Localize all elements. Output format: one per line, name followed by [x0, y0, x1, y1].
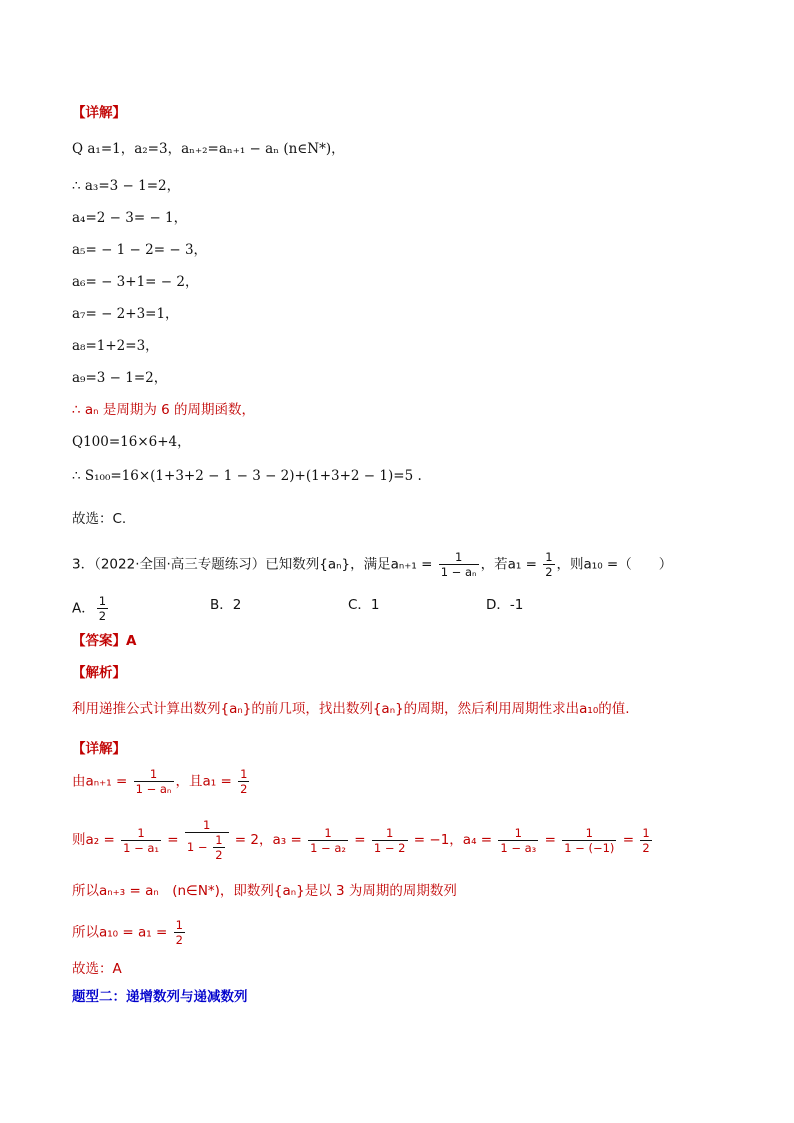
a3-line: ∴ a₃=3 − 1=2， — [72, 178, 181, 194]
division-line: Q100=16×6+4， — [72, 434, 191, 450]
option-d: D．-1 — [486, 597, 524, 613]
fraction: $\frac{1}{\text{1 − aₙ}}$ — [135, 767, 172, 796]
answer-tag: 【答案】A — [72, 633, 137, 649]
fraction: 1 1 − $\frac{1}{2}$ — [185, 818, 229, 862]
option-b: B．2 — [210, 597, 242, 613]
fraction: $\frac{1}{2}$ — [545, 550, 553, 579]
period-statement: ∴ aₙ 是周期为 6 的周期函数， — [72, 402, 255, 418]
option-a: A． $\frac{1}{2}$ — [72, 594, 107, 623]
a5-line: a₅= − 1 − 2= − 3， — [72, 242, 208, 258]
final-answer: 故选：A — [72, 961, 122, 977]
fraction: $\frac{1}{2}$ — [175, 918, 183, 947]
period-conclusion: 所以aₙ₊₃ = aₙ (n∈N*)，即数列{aₙ}是以 3 为周期的周期数列 — [72, 883, 457, 899]
option-c: C．1 — [348, 597, 380, 613]
fraction: $\frac{1}{2}$ — [215, 833, 223, 862]
a4-line: a₄=2 − 3= − 1， — [72, 210, 188, 226]
detail-heading-1: 【详解】 — [72, 105, 126, 121]
computation-line: 则a₂ = $\frac{1}{\text{1 − a₁}}$ = 1 1 − $\frac{1}{2}$ = 2，a₃ = $\frac{1}{\text{1 − a₂}}$ = $\frac{1}{1 - 2}$ = −1，a₄ = $\frac{1}{\text{1 − a₃}}$ = $\frac{1}{1 - (-1)}$ = $\frac{1}{2}$ — [72, 818, 650, 862]
detail-heading-2: 【详解】 — [72, 741, 126, 757]
answer-line-1: 故选：C. — [72, 511, 127, 527]
a9-line: a₉=3 − 1=2， — [72, 370, 168, 386]
a10-line: 所以a₁₀ = a₁ = $\frac{1}{2}$ — [72, 918, 183, 947]
a7-line: a₇= − 2+3=1， — [72, 306, 179, 322]
fraction: $\frac{1}{\text{1 − a₁}}$ — [123, 825, 160, 855]
given-line: Q a₁=1，a₂=3，aₙ₊₂=aₙ₊₁ − aₙ (n∈N*)， — [72, 141, 345, 157]
fraction: $\frac{1}{2}$ — [98, 594, 107, 623]
fraction: $\frac{1}{2}$ — [240, 767, 248, 796]
section-heading: 题型二：递增数列与递减数列 — [72, 989, 248, 1005]
fraction: $\frac{1}{\text{1 − aₙ}}$ — [440, 550, 477, 579]
a8-line: a₈=1+2=3， — [72, 338, 159, 354]
fraction: $\frac{1}{2}$ — [642, 825, 650, 855]
fraction: $\frac{1}{\text{1 − a₂}}$ — [310, 825, 346, 855]
fraction: $\frac{1}{\text{1 − a₃}}$ — [500, 825, 537, 855]
analysis-text: 利用递推公式计算出数列{aₙ}的前几项，找出数列{aₙ}的周期，然后利用周期性求出a₁₀的值. — [72, 701, 630, 717]
question-3-stem: 3．（2022·全国·高三专题练习）已知数列{aₙ}，满足aₙ₊₁ = $\frac{1}{\text{1 − aₙ}}$ ，若a₁ = $\frac{1}{2}$ ，则a₁₀ =（ ） — [72, 550, 673, 579]
analysis-tag: 【解析】 — [72, 665, 126, 681]
fraction: $\frac{1}{1 - (-1)}$ — [564, 825, 615, 855]
a6-line: a₆= − 3+1= − 2， — [72, 274, 199, 290]
sum-line: ∴ S₁₀₀=16×(1+3+2 − 1 − 3 − 2)+(1+3+2 − 1)=5 . — [72, 468, 422, 484]
recurrence-line: 由aₙ₊₁ = $\frac{1}{\text{1 − aₙ}}$ ，且a₁ = $\frac{1}{2}$ — [72, 767, 248, 796]
fraction: $\frac{1}{1 - 2}$ — [373, 825, 406, 855]
